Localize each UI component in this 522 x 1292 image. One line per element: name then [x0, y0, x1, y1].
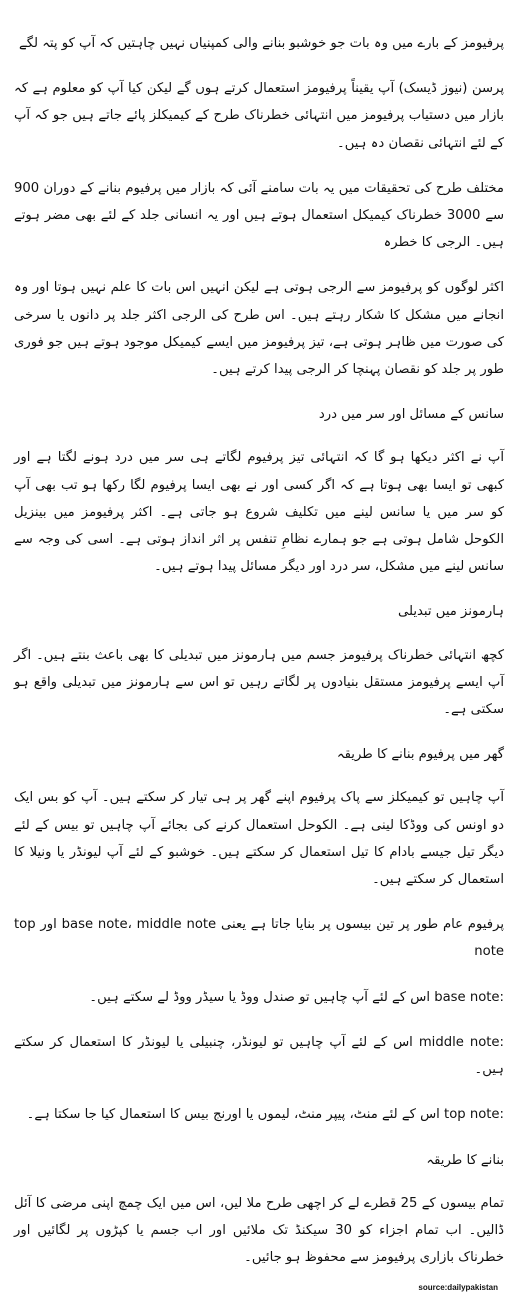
base-note-term: base note: [61, 917, 128, 933]
notes-intro-separator: ،: [127, 917, 137, 933]
middle-note-label: middle note:: [418, 1034, 504, 1050]
top-note-text: اس کے لئے منٹ، پیپر منٹ، لیموں یا اورنج بیس کا استعمال کیا جا سکتا ہے۔: [26, 1107, 445, 1123]
base-note-text: اس کے لئے آپ چاہیں تو صندل ووڈ یا سیڈر ووڈ لے سکتے ہیں۔: [89, 989, 435, 1005]
notes-intro-and: اور: [35, 917, 62, 933]
method-heading: بنانے کا طریقہ: [426, 1152, 504, 1168]
notes-intro-paragraph: [14, 911, 504, 965]
homemade-paragraph: آپ چاہیں تو کیمیکلز سے پاک پرفیوم اپنے گھر پر ہی تیار کر سکتے ہیں۔ آپ کو بس ایک دو اونس کی ووڈکا لینی ہے۔ الکوحل استعمال کرنے کی بجائے آپ چاہیں تو بیس کے لئے دیگر تیل جیسے بادام کا تیل استعمال کر سکتے ہیں۔ خوشبو کے لئے آپ لیونڈر یا ونیلا کا استعمال کر سکتے ہیں۔: [14, 790, 504, 888]
top-note-term: top note: [14, 917, 504, 960]
breathing-paragraph: آپ نے اکثر دیکھا ہو گا کہ انتہائی تیز پرفیوم لگاتے ہی سر میں درد ہونے لگتا ہے اور کبھی تو ایسا بھی ہوتا ہے کہ اگر کسی اور نے بھی ایسا پرفیوم لگا رکھا ہو تب بھی آپ کو سر میں یا سانس لینے میں تکلیف شروع ہو جاتی ہے۔ اکثر پرفیومز میں بینزیل الکوحل شامل ہوتی ہے جو ہمارے نظامِ تنفس پر اثر انداز ہوتی ہے۔ اسی کی وجہ سے سانس لینے میں مشکل، سر درد اور دیگر مسائل پیدا ہوتے ہیں۔: [14, 450, 504, 575]
base-note-paragraph: [14, 984, 504, 1011]
hormones-paragraph: کچھ انتہائی خطرناک پرفیومز جسم میں ہارمونز میں تبدیلی کا بھی باعث بنتے ہیں۔ اگر آپ ایسے پرفیومز مستقل بنیادوں پر لگاتے رہیں تو اس سے ہارمونز میں تبدیلی واقع ہو سکتی ہے۔: [14, 647, 504, 718]
method-paragraph: تمام بیسوں کے 25 قطرے لے کر اچھی طرح ملا لیں، اس میں ایک چمچ اپنی مرضی کا آئل ڈالیں۔ اب تمام اجزاء کو 30 سیکنڈ تک ملائیں اور اب جسم یا کپڑوں پر لگائیں اور خطرناک بازاری پرفیومز سے محفوظ ہو جائیں۔: [14, 1195, 504, 1266]
homemade-heading: گھر میں پرفیوم بنانے کا طریقہ: [336, 747, 504, 763]
intro-paragraph: پرسن (نیوز ڈیسک) آپ یقیناً پرفیومز استعمال کرتے ہوں گے لیکن کیا آپ کو معلوم ہے کہ بازار میں دستیاب پرفیومز میں انتہائی خطرناک طرح کے کیمیکلز پائے جاتے ہیں جو کہ آپ کے لئے انتہائی نقصان دہ ہیں۔: [14, 81, 504, 151]
middle-note-term: middle note: [136, 917, 217, 933]
source-credit: source:dailypakistan: [418, 1283, 498, 1292]
article-title: پرفیومز کے بارے میں وہ بات جو خوشبو بنانے والی کمپنیاں نہیں چاہتیں کہ آپ کو پتہ لگے: [18, 36, 504, 51]
middle-note-text: اس کے لئے آپ چاہیں تو لیونڈر، چنبیلی یا لیونڈر کا استعمال کر سکتے ہیں۔: [14, 1034, 504, 1078]
base-note-label: base note:: [434, 989, 504, 1005]
research-paragraph: مختلف طرح کی تحقیقات میں یہ بات سامنے آئی کہ بازار میں پرفیوم بنانے کے دوران 900 سے 3000 خطرناک کیمیکل استعمال ہوتے ہیں اور یہ انسانی جلد کے لئے بھی مضر ہوتے ہیں۔ الرجی کا خطرہ: [14, 180, 505, 251]
notes-intro-text: پرفیوم عام طور پر تین بیسوں پر بنایا جاتا ہے یعنی: [216, 917, 505, 933]
allergy-paragraph: اکثر لوگوں کو پرفیومز سے الرجی ہوتی ہے لیکن انہیں اس بات کا علم نہیں ہوتا اور وہ انجانے میں مشکل کا شکار رہتے ہیں۔ اس طرح کی الرجی اکثر جلد پر دانوں یا سرخی کی صورت میں ظاہر ہوتی ہے، تیز پرفیومز میں ایسے کیمیکل موجود ہوتے ہیں جو فوری طور پر جلد کو نقصان پہنچا کر الرجی پیدا کرتے ہیں۔: [14, 280, 504, 378]
hormones-heading: ہارمونز میں تبدیلی: [397, 604, 504, 620]
middle-note-paragraph: [14, 1029, 504, 1083]
top-note-paragraph: [14, 1101, 504, 1128]
breathing-heading: سانس کے مسائل اور سر میں درد: [318, 407, 504, 423]
top-note-label: top note:: [444, 1107, 504, 1123]
